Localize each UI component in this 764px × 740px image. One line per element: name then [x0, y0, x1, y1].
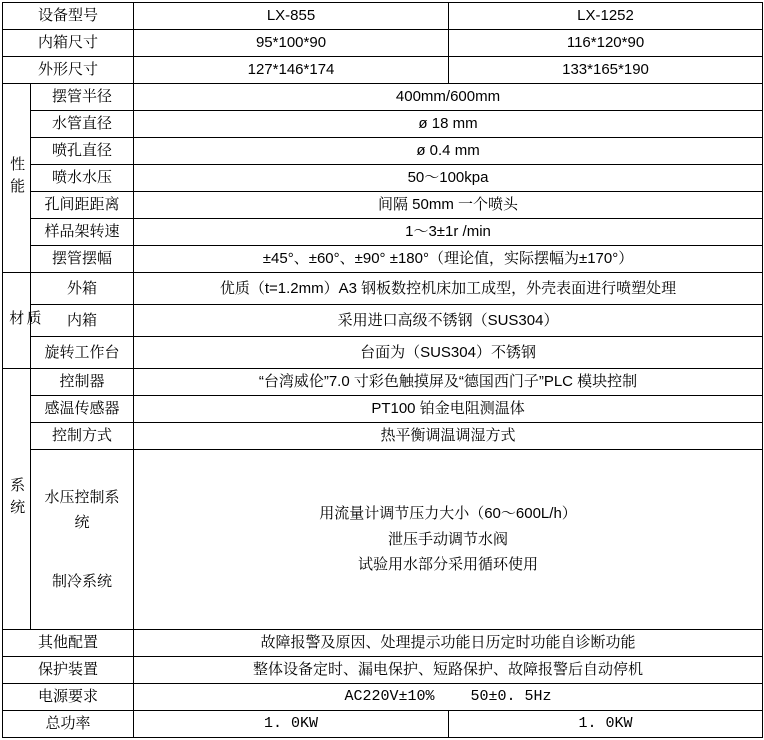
controller-value: “台湾威伦”7.0 寸彩色触摸屏及“德国西门子”PLC 模块控制 — [134, 369, 763, 396]
spray-pressure-value: 50～100kpa — [134, 165, 763, 192]
hole-spacing-value: 间隔 50mm 一个喷头 — [134, 192, 763, 219]
outer-size-lx855: 127*146*174 — [134, 57, 449, 84]
row-device-model — [3, 3, 763, 30]
row-label-pendulum-radius: 摆管半径 — [31, 84, 134, 111]
cooling-system-label: 制冷系统 — [51, 573, 112, 590]
row-label-water-pressure-cooling-system — [31, 450, 134, 630]
row-label-rotary-table: 旋转工作台 — [31, 337, 134, 369]
row-label-hole-spacing: 孔间距距离 — [31, 192, 134, 219]
control-mode-value: 热平衡调温调湿方式 — [134, 423, 763, 450]
sample-speed-value: 1～3±1r /min — [134, 219, 763, 246]
inner-size-lx1252: 116*120*90 — [449, 30, 763, 57]
row-label-inner-size: 内箱尺寸 — [3, 30, 134, 57]
row-inner-size — [3, 30, 763, 57]
outer-box-value: 优质（t=1.2mm）A3 钢板数控机床加工成型，外壳表面进行喷塑处理 — [134, 273, 763, 305]
group-label-material: 材质 — [7, 309, 42, 332]
row-temp-sensor — [3, 396, 763, 423]
row-label-temp-sensor: 感温传感器 — [31, 396, 134, 423]
row-label-controller: 控制器 — [31, 369, 134, 396]
row-controller — [3, 369, 763, 396]
row-label-power-requirement: 电源要求 — [3, 683, 134, 710]
group-label-performance: 性能 — [8, 156, 26, 200]
water-recycle-line: 试验用水部分采用循环使用 — [358, 556, 539, 574]
row-swing-amplitude — [3, 246, 763, 273]
rotary-table-value: 台面为（SUS304）不锈钢 — [134, 337, 763, 369]
inner-box-value: 采用进口高级不锈钢（SUS304） — [134, 305, 763, 337]
row-pendulum-radius — [3, 84, 763, 111]
row-total-power — [3, 710, 763, 737]
row-hole-spacing — [3, 192, 763, 219]
row-pipe-diameter — [3, 111, 763, 138]
row-label-spray-pressure: 喷水水压 — [31, 165, 134, 192]
row-rotary-table — [3, 337, 763, 369]
row-label-inner-box: 内箱 — [31, 305, 134, 337]
swing-amplitude-value: ±45°、±60°、±90° ±180°（理论值，实际摆幅为±170°） — [134, 246, 763, 273]
water-pressure-cooling-system-value — [134, 450, 763, 630]
row-label-outer-size: 外形尺寸 — [3, 57, 134, 84]
row-sample-speed — [3, 219, 763, 246]
row-label-total-power: 总功率 — [3, 710, 134, 737]
outer-size-lx1252: 133*165*190 — [449, 57, 763, 84]
row-inner-box — [3, 305, 763, 337]
nozzle-diameter-value: ø 0.4 mm — [134, 138, 763, 165]
group-label-system: 系统 — [8, 476, 26, 521]
row-control-mode — [3, 423, 763, 450]
row-label-sample-speed: 样品架转速 — [31, 219, 134, 246]
row-protection — [3, 656, 763, 683]
row-label-protection: 保护装置 — [3, 656, 134, 683]
inner-size-lx855: 95*100*90 — [134, 30, 449, 57]
row-label-swing-amplitude: 摆管摆幅 — [31, 246, 134, 273]
group-cell-material — [3, 273, 42, 369]
pipe-diameter-value: ø 18 mm — [134, 111, 763, 138]
pendulum-radius-value: 400mm/600mm — [134, 84, 763, 111]
total-power-lx1252: 1. 0KW — [449, 710, 763, 737]
row-label-nozzle-diameter: 喷孔直径 — [31, 138, 134, 165]
flow-meter-line: 用流量计调节压力大小（60～600L/h） — [319, 505, 577, 523]
row-label-device-model: 设备型号 — [3, 3, 134, 30]
row-label-control-mode: 控制方式 — [31, 423, 134, 450]
row-water-pressure-cooling-system — [3, 450, 763, 630]
row-outer-box — [3, 273, 763, 305]
spec-table — [2, 2, 763, 738]
power-requirement-value: AC220V±10% 50±0. 5Hz — [134, 683, 763, 710]
group-cell-performance — [3, 84, 31, 273]
group-cell-system — [3, 369, 31, 630]
protection-value: 整体设备定时、漏电保护、短路保护、故障报警后自动停机 — [134, 656, 763, 683]
temp-sensor-value: PT100 铂金电阻测温体 — [134, 396, 763, 423]
row-label-other-config: 其他配置 — [3, 629, 134, 656]
relief-valve-line: 泄压手动调节水阀 — [388, 530, 509, 548]
water-pressure-system-label: 水压控制系统 — [44, 488, 120, 531]
total-power-lx855: 1. 0KW — [134, 710, 449, 737]
other-config-value: 故障报警及原因、处理提示功能日历定时功能自诊断功能 — [134, 629, 763, 656]
row-spray-pressure — [3, 165, 763, 192]
row-outer-size — [3, 57, 763, 84]
row-other-config — [3, 629, 763, 656]
row-label-pipe-diameter: 水管直径 — [31, 111, 134, 138]
row-label-outer-box: 外箱 — [31, 273, 134, 305]
device-model-lx855: LX-855 — [134, 3, 449, 30]
row-nozzle-diameter — [3, 138, 763, 165]
device-model-lx1252: LX-1252 — [449, 3, 763, 30]
row-power-requirement — [3, 683, 763, 710]
